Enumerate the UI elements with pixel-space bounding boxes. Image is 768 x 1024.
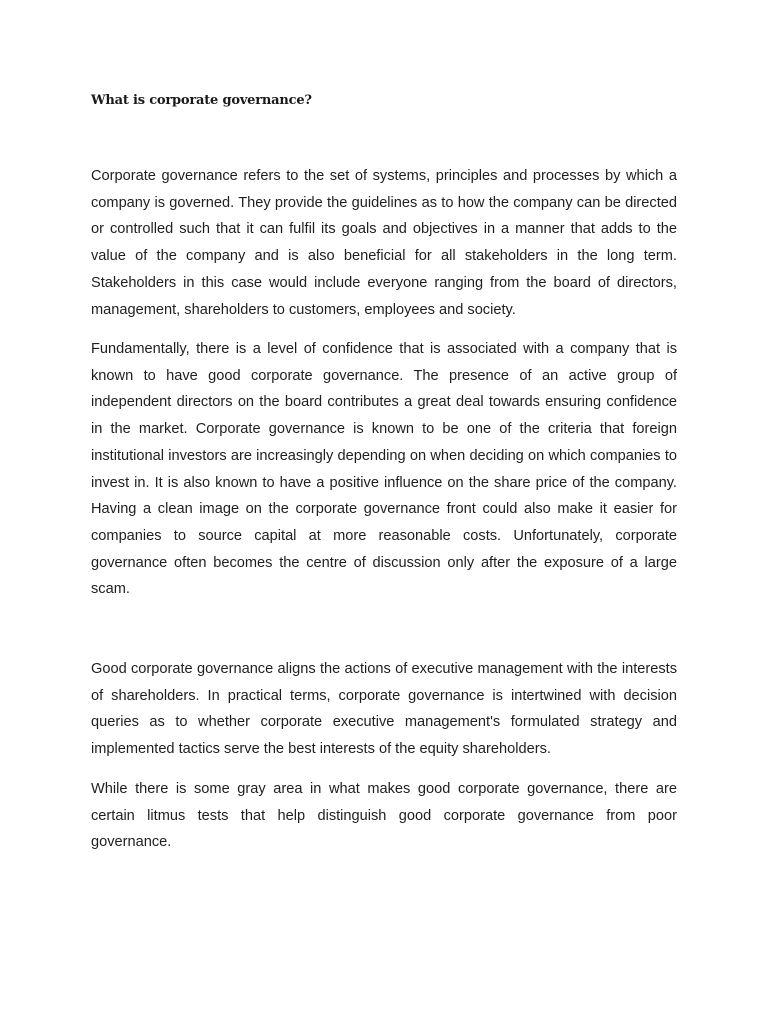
document-heading: What is corporate governance? (91, 93, 312, 108)
paragraph-litmus-tests: While there is some gray area in what makes good corporate governance, there are certain litmus tests that help distinguish good corporate governance from poor governance. (91, 781, 677, 851)
paragraph-definition: Corporate governance refers to the set of systems, principles and processes by which a company is governed. They provide the guidelines as to how the company can be directed or controlled such that it can fulfil its goals and objectives in a manner that adds to the value of the company and is also beneficial for all stakeholders in the long term. Stakeholders in this case would include everyone ranging from the board of directors, management, shareholders to customers, employees and society. (91, 168, 677, 318)
paragraph-alignment: Good corporate governance aligns the actions of executive management with the interests of shareholders. In practical terms, corporate governance is intertwined with decision queries as to whether corporate executive management's formulated strategy and implemented tactics serve the best interests of the equity shareholders. (91, 661, 677, 758)
paragraph-confidence: Fundamentally, there is a level of confidence that is associated with a company that is known to have good corporate governance. The presence of an active group of independent directors on the board contributes a great deal towards ensuring confidence in the market. Corporate governance is known to be one of the criteria that foreign institutional investors are increasingly depending on when deciding on which companies to invest in. It is also known to have a positive influence on the share price of the company. Having a clean image on the corporate governance front could also make it easier for companies to source capital at more reasonable costs. Unfortunately, corporate governance often becomes the centre of discussion only after the exposure of a large scam. (91, 341, 677, 598)
